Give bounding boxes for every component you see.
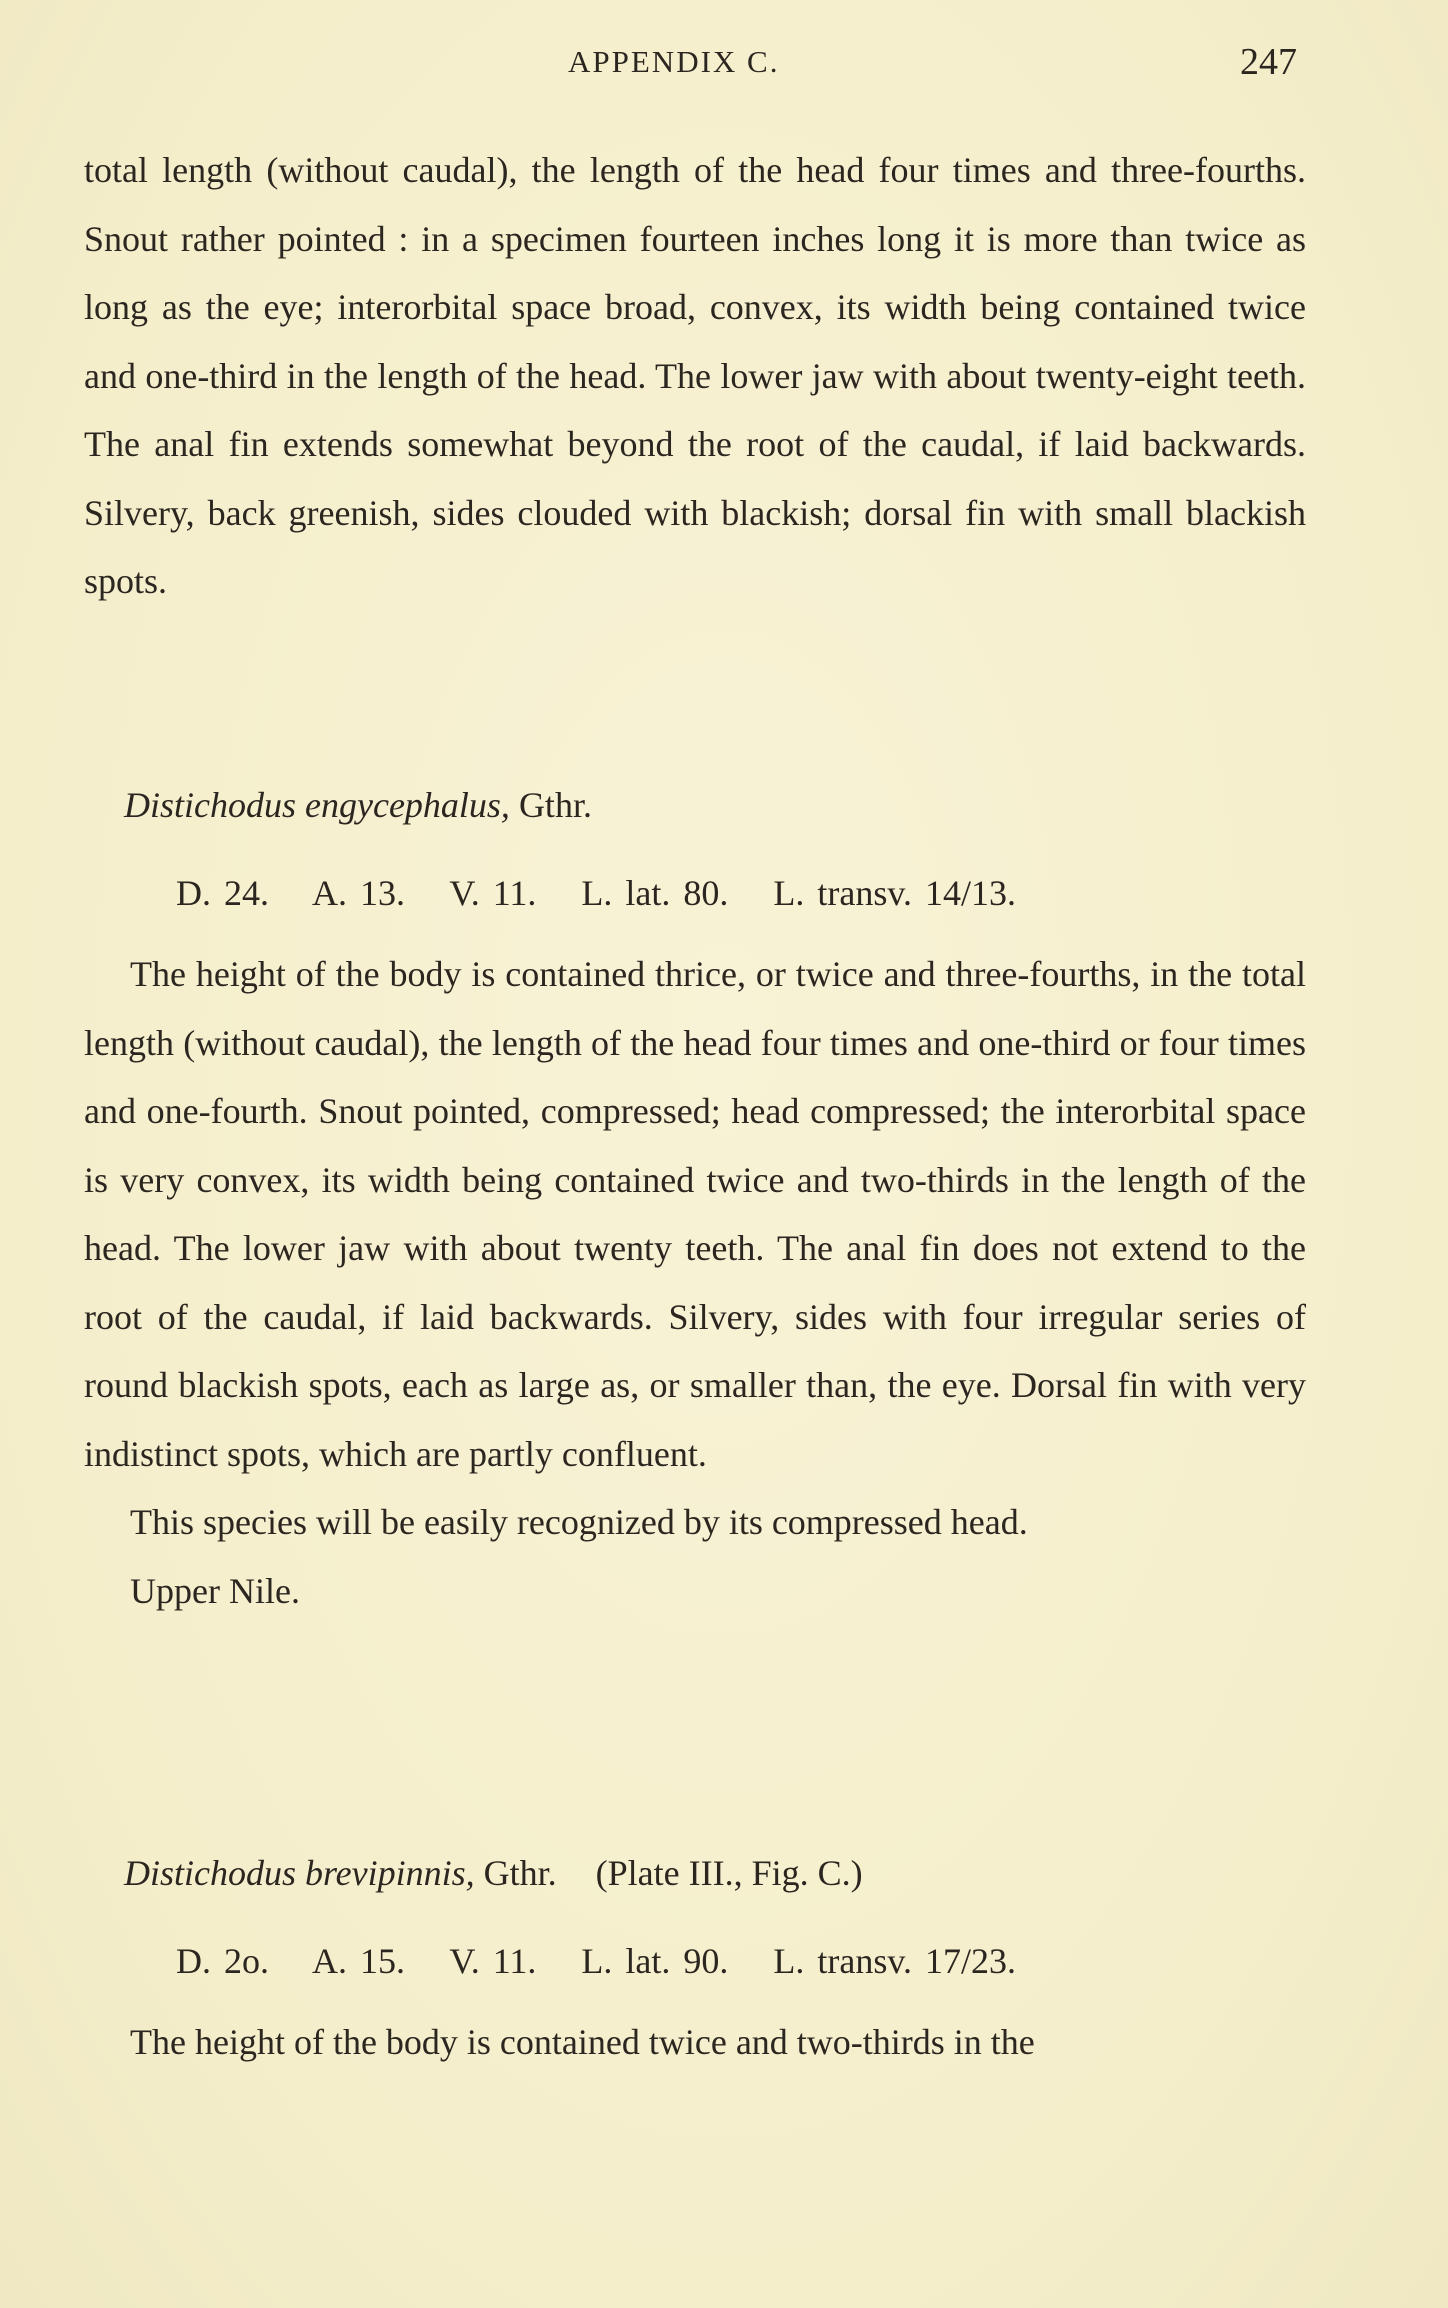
species-name: Distichodus engycephalus, bbox=[124, 785, 510, 825]
running-head bbox=[0, 40, 1448, 90]
recognition-note: This species will be easily recognized by its compressed head. bbox=[130, 1502, 1028, 1542]
formula-anal: A. 15. bbox=[312, 1941, 406, 1981]
paragraph-text: total length (without caudal), the length of the head four times and three-fourths. Snout rather pointed : in a specimen fourteen inches long it is more than twice as long as the eye; interorbital space broad, convex, its width being contained twice and one-third in the length of the head. The lower jaw with about twenty-eight teeth. The anal fin extends somewhat beyond the root of the caudal, if laid backwards. Silvery, back greenish, sides clouded with blackish; dorsal fin with small blackish spots. bbox=[84, 150, 1306, 601]
species-author: Gthr. bbox=[518, 785, 592, 825]
formula-transverse: L. transv. 17/23. bbox=[773, 1941, 1017, 1981]
species-name: Distichodus brevipinnis, bbox=[124, 1853, 475, 1893]
formula-dorsal: D. 2o. bbox=[176, 1941, 269, 1981]
formula-transverse: L. transv. 14/13. bbox=[773, 873, 1017, 913]
description-brevipinnis bbox=[84, 2008, 1306, 2077]
fin-formula-engycephalus bbox=[176, 872, 1048, 914]
species-heading-engycephalus bbox=[124, 784, 592, 826]
species-author: Gthr. bbox=[483, 1853, 557, 1893]
plate-reference: (Plate III., Fig. C.) bbox=[595, 1853, 863, 1893]
formula-ventral: V. 11. bbox=[449, 873, 537, 913]
description-text: The height of the body is contained twice and two-thirds in the bbox=[130, 2022, 1035, 2062]
formula-lateral-line: L. lat. 80. bbox=[581, 873, 729, 913]
page-number: 247 bbox=[1240, 41, 1297, 83]
formula-anal: A. 13. bbox=[312, 873, 406, 913]
formula-lateral-line: L. lat. 90. bbox=[581, 1941, 729, 1981]
formula-dorsal: D. 24. bbox=[176, 873, 269, 913]
locality: Upper Nile. bbox=[130, 1570, 300, 1611]
fin-formula-brevipinnis bbox=[176, 1940, 1048, 1982]
continued-paragraph bbox=[84, 136, 1306, 616]
description-text: The height of the body is contained thrice, or twice and three-fourths, in the total length (without caudal), the length of the head four times and one-third or four times and one-fourth. Snout pointed, compressed; head compressed; the interorbital space is very convex, its width being contained twice and two-thirds in the length of the head. The lower jaw with about twenty teeth. The anal fin does not extend to the root of the caudal, if laid backwards. Silvery, sides with four irregular series of round blackish spots, each as large as, or smaller than, the eye. Dorsal fin with very indistinct spots, which are partly confluent. bbox=[84, 954, 1306, 1474]
running-head-title: APPENDIX C. bbox=[568, 44, 780, 79]
formula-ventral: V. 11. bbox=[449, 1941, 537, 1981]
species-heading-brevipinnis bbox=[124, 1852, 863, 1894]
description-engycephalus bbox=[84, 940, 1306, 1625]
